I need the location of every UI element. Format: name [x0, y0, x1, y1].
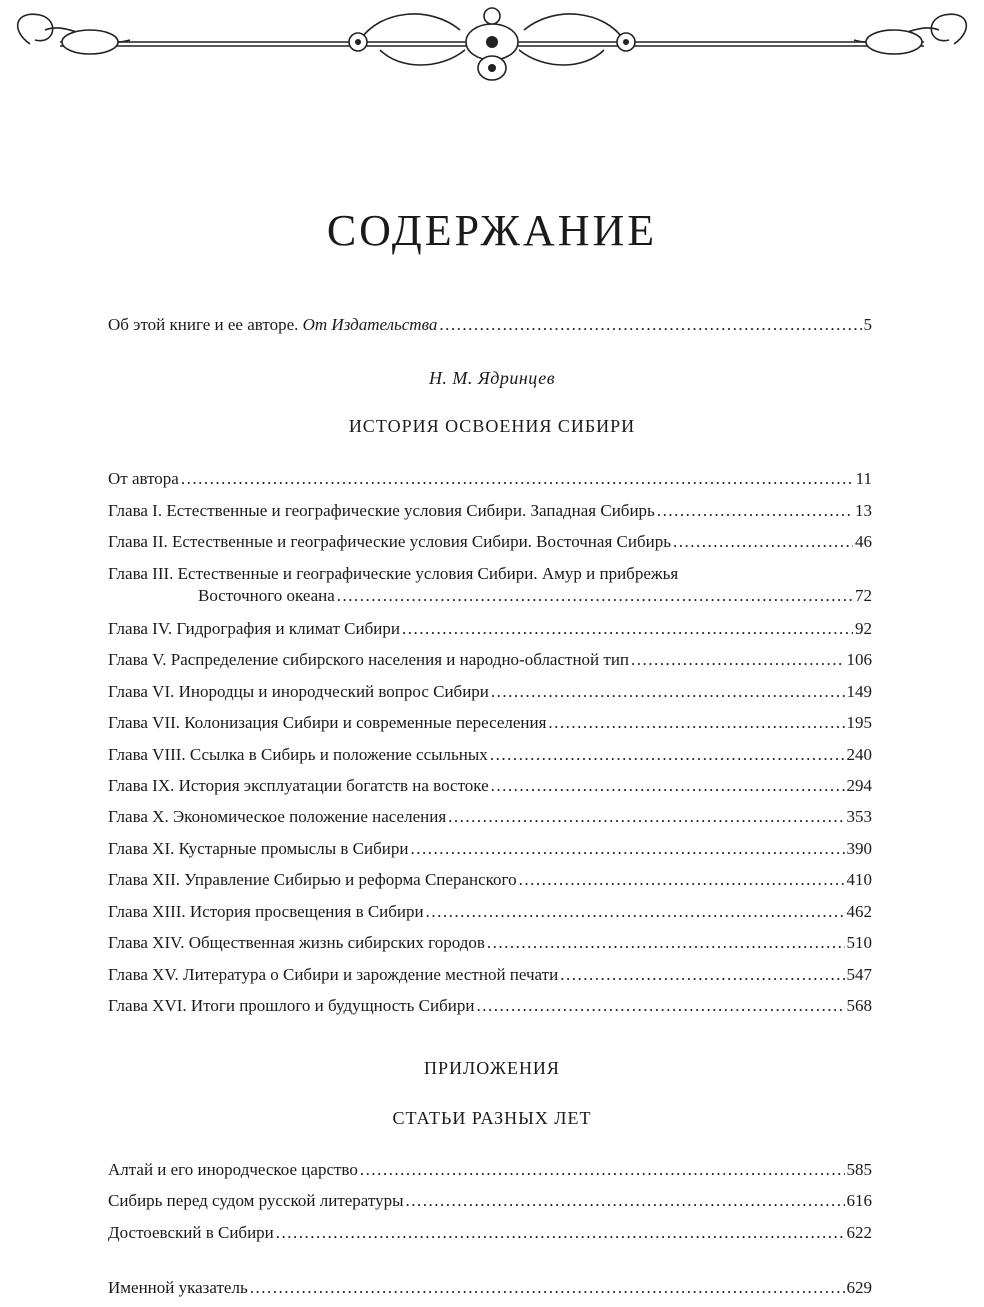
toc-entry[interactable]: [108, 618, 872, 640]
page-number: 410: [846, 870, 872, 889]
leader-dots: [673, 531, 853, 553]
page-number: 11: [855, 469, 872, 488]
toc-entry[interactable]: [108, 964, 872, 986]
leader-dots: [439, 314, 861, 336]
toc-entry[interactable]: [108, 806, 872, 828]
page-number: 629: [846, 1278, 872, 1297]
toc-entry[interactable]: [108, 500, 872, 522]
toc-entry-text: Глава VIII. Ссылка в Сибирь и положение ссыльных: [108, 745, 488, 764]
leader-dots: [410, 838, 844, 860]
page-number: 510: [846, 933, 872, 952]
page-number: 92: [855, 619, 872, 638]
toc-entry[interactable]: [108, 531, 872, 553]
toc-entry-text: Глава III. Естественные и географические условия Сибири. Амур и прибрежья: [108, 564, 679, 583]
page-number: 46: [855, 532, 872, 551]
toc-entry[interactable]: [108, 649, 872, 671]
leader-dots: [360, 1159, 845, 1181]
toc-entry[interactable]: [108, 901, 872, 923]
page-number: 294: [846, 776, 872, 795]
toc-entry-text: Глава XV. Литература о Сибири и зарождение местной печати: [108, 965, 559, 984]
page-number: 390: [846, 839, 872, 858]
toc-entry[interactable]: [108, 995, 872, 1017]
toc-entry-text: Глава XIV. Общественная жизнь сибирских городов: [108, 933, 485, 952]
leader-dots: [426, 901, 845, 923]
toc-entry-text: Алтай и его инородческое царство: [108, 1160, 358, 1179]
page-number: 195: [846, 713, 872, 732]
toc-entry[interactable]: [108, 869, 872, 891]
toc-entry[interactable]: [108, 1222, 872, 1244]
author-name: Н. М. Ядринцев: [428, 368, 556, 388]
toc-entry-text: Восточного океана: [198, 586, 335, 605]
page-number: 106: [846, 650, 872, 669]
page-number: 13: [855, 501, 872, 520]
toc-entry[interactable]: [108, 468, 872, 490]
leader-dots: [476, 995, 844, 1017]
page-title: СОДЕРЖАНИЕ: [326, 206, 658, 255]
leader-dots: [519, 869, 845, 891]
page-number: 72: [855, 586, 872, 605]
toc-entry-text: Глава XI. Кустарные промыслы в Сибири: [108, 839, 409, 858]
toc-entry-text: Глава IX. История эксплуатации богатств на востоке: [108, 776, 489, 795]
toc-entry-text: Глава V. Распределение сибирского населения и народно-областной тип: [108, 650, 630, 669]
toc-entry[interactable]: [108, 681, 872, 703]
book-title: ИСТОРИЯ ОСВОЕНИЯ СИБИРИ: [348, 416, 636, 436]
toc-entry-text: Глава VI. Инородцы и инородческий вопрос Сибири: [108, 682, 489, 701]
page-number: 149: [846, 682, 872, 701]
toc-entry-text: Глава II. Естественные и географические условия Сибири. Восточная Сибирь: [108, 532, 671, 551]
toc-entry-index[interactable]: [108, 1277, 872, 1299]
toc-entry[interactable]: [108, 932, 872, 954]
page-number: 240: [846, 745, 872, 764]
appendix-title: ПРИЛОЖЕНИЯ: [424, 1058, 560, 1078]
leader-dots: [402, 618, 853, 640]
leader-dots: [448, 806, 844, 828]
leader-dots: [491, 775, 845, 797]
toc-entry-first-line: [108, 563, 872, 585]
page-number: 462: [846, 902, 872, 921]
toc-entry-text: Глава XII. Управление Сибирью и реформа Сперанского: [108, 870, 517, 889]
toc-entry[interactable]: [108, 1159, 872, 1181]
page-number: 547: [846, 965, 872, 984]
toc-entry[interactable]: [108, 585, 872, 607]
leader-dots: [491, 681, 845, 703]
toc-entry-text: Глава XVI. Итоги прошлого и будущность Сибири: [108, 996, 475, 1015]
toc-entry-text: Глава IV. Гидрография и климат Сибири: [108, 619, 400, 638]
leader-dots: [657, 500, 853, 522]
toc-entry-text: Глава XIII. История просвещения в Сибири: [108, 902, 424, 921]
toc-entry[interactable]: [108, 744, 872, 766]
toc-entry-text: Сибирь перед судом русской литературы: [108, 1191, 404, 1210]
page-number: 568: [846, 996, 872, 1015]
toc-entry[interactable]: [108, 712, 872, 734]
toc-entry[interactable]: [108, 838, 872, 860]
leader-dots: [276, 1222, 845, 1244]
leader-dots: [250, 1277, 845, 1299]
toc-entry-text: Именной указатель: [108, 1278, 248, 1297]
page-number: 622: [846, 1223, 872, 1242]
toc-entry-text: Достоевский в Сибири: [108, 1223, 274, 1242]
leader-dots: [487, 932, 845, 954]
toc-entry-text: Глава VII. Колонизация Сибири и современные переселения: [108, 713, 547, 732]
toc-entry-text: От автора: [108, 469, 179, 488]
toc-entry-italic: От Издательства: [302, 315, 438, 334]
toc-entry-text: Глава X. Экономическое положение населения: [108, 807, 447, 826]
page-number: 5: [863, 315, 872, 334]
toc-entry[interactable]: [108, 775, 872, 797]
leader-dots: [548, 712, 844, 734]
leader-dots: [490, 744, 845, 766]
toc-entry-text: Об этой книге и ее авторе.: [108, 315, 299, 334]
toc-entry[interactable]: [108, 1190, 872, 1212]
toc-entry-text: Глава I. Естественные и географические условия Сибири. Западная Сибирь: [108, 501, 655, 520]
page-number: 353: [846, 807, 872, 826]
leader-dots: [337, 585, 853, 607]
leader-dots: [181, 468, 854, 490]
page-number: 585: [846, 1160, 872, 1179]
leader-dots: [406, 1190, 845, 1212]
leader-dots: [631, 649, 844, 671]
articles-title: СТАТЬИ РАЗНЫХ ЛЕТ: [392, 1108, 592, 1128]
header-ornament: [0, 0, 984, 100]
page-number: 616: [846, 1191, 872, 1210]
leader-dots: [560, 964, 844, 986]
toc-entry-intro[interactable]: [108, 314, 872, 336]
